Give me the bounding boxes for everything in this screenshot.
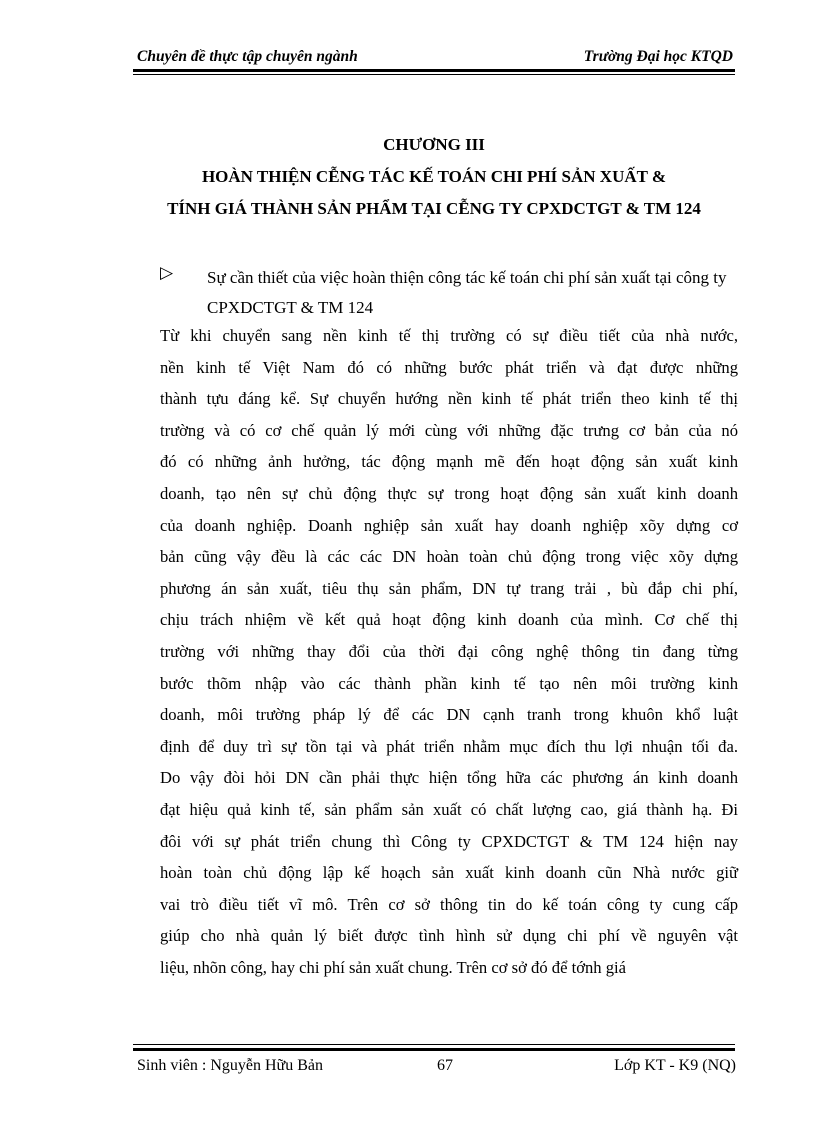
chapter-number: CHƯƠNG III: [383, 135, 485, 154]
body-line: doanh, tạo nên sự chủ động thực sự trong hoạt động sản xuất kinh doanh: [160, 484, 738, 503]
body-line: thành tựu đáng kể. Sự chuyển hướng nền kinh tế phát triển theo kinh tế thị: [160, 389, 738, 409]
body-line: giúp cho nhà quản lý biết được tình hình sử dụng chi phí về nguyên vật: [160, 926, 738, 946]
header-rule-thick: [133, 69, 735, 72]
body-line: hoàn toàn chủ động lập kế hoạch sản xuất kinh doanh cũn Nhà nước giữ: [160, 863, 738, 883]
footer-page-number: 67: [437, 1057, 453, 1074]
chapter-title-line-2: TÍNH GIÁ THÀNH SẢN PHẨM TẠI CỄNG TY CPXDCTGT & TM 124: [167, 199, 701, 218]
page-header: [133, 44, 735, 68]
body-line: đôi với sự phát triển chung thì Công ty CPXDCTGT & TM 124 hiện nay: [160, 831, 738, 851]
body-line: đạt hiệu quả kinh tế, sản phẩm sản xuất có chất lượng cao, giá thành hạ. Đi: [160, 800, 738, 819]
body-line: chịu trách nhiệm về kết quả hoạt động kinh doanh của mình. Cơ chế thị: [160, 610, 738, 630]
header-course-title: Chuyên đề thực tập chuyên ngành: [137, 48, 358, 65]
footer-rule-thick: [133, 1048, 735, 1051]
body-line: bước thõm nhập vào các thành phần kinh tế tạo nên môi trường kinh: [160, 673, 738, 693]
header-university: Trường Đại học KTQD: [583, 48, 733, 65]
body-line: của doanh nghiệp. Doanh nghiệp sản xuất hay doanh nghiệp xõy dựng cơ: [160, 515, 738, 535]
body-line: doanh, môi trường pháp lý để các DN cạnh tranh trong khuôn khổ luật: [160, 705, 738, 725]
body-line: bản cũng vậy đều là các các DN hoàn toàn chủ động trong việc xõy dựng: [160, 547, 738, 567]
section-heading: Sự cần thiết của việc hoàn thiện công tác kế toán chi phí sản xuất tại công ty CPXDCTGT & TM 124: [207, 268, 727, 317]
body-line: định để duy trì sự tồn tại và phát triển nhằm mục đích thu lợi nhuận tối đa.: [160, 736, 738, 756]
body-line: Từ khi chuyển sang nền kinh tế thị trường có sự điều tiết của nhà nước,: [160, 326, 738, 345]
body-line: liệu, nhõn công, hay chi phí sản xuất chung. Trên cơ sở đó để tớnh giá: [160, 958, 626, 977]
body-line: Do vậy đòi hỏi DN cần phải thực hiện tổng hữa các phương án kinh doanh: [160, 768, 738, 788]
body-line: đó có những ảnh hưởng, tác động mạnh mẽ đến hoạt động sản xuất kinh: [160, 452, 738, 472]
body-line: nền kinh tế Việt Nam đó có những bước phát triển và đạt được những: [160, 357, 738, 377]
body-line: trường và có cơ chế quản lý mới cùng với những đặc trưng cơ bản của nó: [160, 420, 738, 440]
body-line: vai trò điều tiết vĩ mô. Trên cơ sở thông tin do kế toán công ty cung cấp: [160, 894, 738, 914]
footer-rule-thin: [133, 1044, 735, 1045]
arrow-bullet-icon: ▷: [160, 263, 174, 282]
footer-student-name: Sinh viên : Nguyễn Hữu Bản: [137, 1057, 323, 1074]
body-line: trường với những thay đổi của thời đại công nghệ thông tin đang từng: [160, 642, 738, 661]
header-rule-thin: [133, 74, 735, 75]
footer-class: Lớp KT - K9 (NQ): [614, 1057, 736, 1074]
body-line: phương án sản xuất, tiêu thụ sản phẩm, DN tự trang trải , bù đắp chi phí,: [160, 578, 738, 598]
chapter-title-line-1: HOÀN THIỆN CỄNG TÁC KẾ TOÁN CHI PHÍ SẢN XUẤT &: [201, 167, 667, 186]
